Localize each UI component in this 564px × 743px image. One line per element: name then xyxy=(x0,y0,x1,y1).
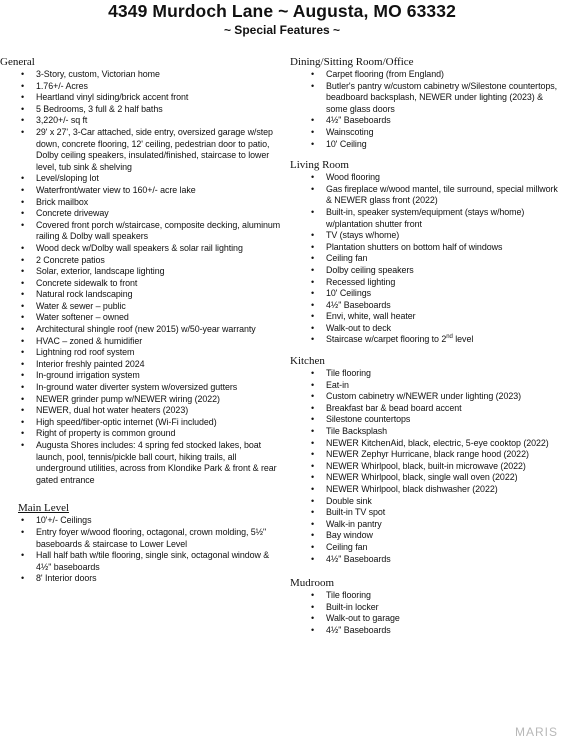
section-heading-kitchen: Kitchen xyxy=(290,355,325,368)
feature-list-mudroom xyxy=(290,590,562,636)
page-subtitle: ~ Special Features ~ xyxy=(223,23,341,37)
list-item: • Waterfront/water view to 160+/- acre lake xyxy=(0,185,282,197)
list-item: • NEWER Whirlpool, black, single wall oven (2022) xyxy=(290,472,562,484)
list-item: • Tile Backsplash xyxy=(290,426,562,438)
list-item: • Solar, exterior, landscape lighting xyxy=(0,266,282,278)
list-item: • Concrete sidewalk to front xyxy=(0,278,282,290)
list-item: • Walk-out to garage xyxy=(290,613,562,625)
list-item: • 4½" Baseboards xyxy=(290,625,562,637)
list-item: • Custom cabinetry w/NEWER under lighting (2023) xyxy=(290,391,562,403)
section-heading-mudroom: Mudroom xyxy=(290,577,334,590)
list-item: • Built-in, speaker system/equipment (stays w/home) w/plantation shutter front xyxy=(290,207,562,230)
list-item: • 3,220+/- sq ft xyxy=(0,115,282,127)
list-item: • 10' Ceiling xyxy=(290,139,562,151)
list-item: • Entry foyer w/wood flooring, octagonal, crown molding, 5½" baseboards & staircase to Lower Level xyxy=(0,527,282,550)
list-item: • Level/sloping lot xyxy=(0,173,282,185)
list-item: • NEWER grinder pump w/NEWER wiring (2022) xyxy=(0,394,282,406)
list-item: • Wainscoting xyxy=(290,127,562,139)
list-item: • Ceiling fan xyxy=(290,253,562,265)
section-general xyxy=(0,56,282,486)
list-item: • Architectural shingle roof (new 2015) w/50-year warranty xyxy=(0,324,282,336)
right-column xyxy=(290,56,562,637)
list-item: • Silestone countertops xyxy=(290,414,562,426)
list-item: • 1.76+/- Acres xyxy=(0,81,282,93)
section-mudroom xyxy=(290,577,562,636)
list-item: • NEWER Zephyr Hurricane, black range hood (2022) xyxy=(290,449,562,461)
list-item: • In-ground irrigation system xyxy=(0,370,282,382)
list-item: • Double sink xyxy=(290,496,562,508)
list-item: • Walk-out to deck xyxy=(290,323,562,335)
list-item: • NEWER Whirlpool, black dishwasher (2022) xyxy=(290,484,562,496)
list-item: • Augusta Shores includes: 4 spring fed stocked lakes, boat launch, pool, tennis/pickle ball court, hiking trails, all underground utilities, across from Klondike Park & front & rear gated entrance xyxy=(0,440,282,486)
list-item: • 4½" Baseboards xyxy=(290,554,562,566)
section-heading-dining: Dining/Sitting Room/Office xyxy=(290,56,414,68)
list-item: • Built-in locker xyxy=(290,602,562,614)
left-column xyxy=(0,56,282,585)
list-item: • Built-in TV spot xyxy=(290,507,562,519)
section-living xyxy=(290,159,562,346)
list-item: • Tile flooring xyxy=(290,590,562,602)
feature-list-general xyxy=(0,69,282,486)
list-item: • 4½" Baseboards xyxy=(290,115,562,127)
list-item: • NEWER KitchenAid, black, electric, 5-eye cooktop (2022) xyxy=(290,438,562,450)
maris-watermark: MARIS xyxy=(514,725,558,739)
section-dining xyxy=(290,56,562,150)
list-item: • In-ground water diverter system w/oversized gutters xyxy=(0,382,282,394)
list-item: • Plantation shutters on bottom half of windows xyxy=(290,242,562,254)
feature-list-dining xyxy=(290,69,562,150)
list-item: • Carpet flooring (from England) xyxy=(290,69,562,81)
list-item: • Staircase w/carpet flooring to 2nd level xyxy=(290,334,562,346)
section-kitchen xyxy=(290,355,562,565)
page-title: 4349 Murdoch Lane ~ Augusta, MO 63332 xyxy=(108,1,456,21)
list-item: • Envi, white, wall heater xyxy=(290,311,562,323)
list-item: • 10'+/- Ceilings xyxy=(0,515,282,527)
list-item: • Butler's pantry w/custom cabinetry w/Silestone countertops, beadboard backsplash, NEWER under lighting (2023) & some glass doors xyxy=(290,81,562,116)
list-item: • Water softener – owned xyxy=(0,312,282,324)
section-main-level xyxy=(0,502,282,585)
section-heading-general: General xyxy=(0,56,35,68)
list-item: • Heartland vinyl siding/brick accent front xyxy=(0,92,282,104)
list-item: • Wood flooring xyxy=(290,172,562,184)
list-item: • HVAC – zoned & humidifier xyxy=(0,336,282,348)
list-item: • NEWER Whirlpool, black, built-in microwave (2022) xyxy=(290,461,562,473)
list-item: • Concrete driveway xyxy=(0,208,282,220)
feature-list-kitchen xyxy=(290,368,562,565)
list-item: • TV (stays w/home) xyxy=(290,230,562,242)
list-item: • Recessed lighting xyxy=(290,277,562,289)
list-item: • Right of property is common ground xyxy=(0,428,282,440)
list-item: • Ceiling fan xyxy=(290,542,562,554)
list-item: • Brick mailbox xyxy=(0,197,282,209)
list-item: • 10' Ceilings xyxy=(290,288,562,300)
list-item: • Gas fireplace w/wood mantel, tile surround, special millwork & NEWER glass front (2022) xyxy=(290,184,562,207)
list-item: • 2 Concrete patios xyxy=(0,255,282,267)
list-item: • Walk-in pantry xyxy=(290,519,562,531)
list-item: • Wood deck w/Dolby wall speakers & solar rail lighting xyxy=(0,243,282,255)
list-item: • Natural rock landscaping xyxy=(0,289,282,301)
list-item: • Tile flooring xyxy=(290,368,562,380)
list-item: • Bay window xyxy=(290,530,562,542)
feature-list-living xyxy=(290,172,562,334)
list-item: • Water & sewer – public xyxy=(0,301,282,313)
list-item: • 5 Bedrooms, 3 full & 2 half baths xyxy=(0,104,282,116)
list-item: • NEWER, dual hot water heaters (2023) xyxy=(0,405,282,417)
list-item: • Interior freshly painted 2024 xyxy=(0,359,282,371)
list-item: • Hall half bath w/tile flooring, single sink, octagonal window & 4½" baseboards xyxy=(0,550,282,573)
section-heading-living: Living Room xyxy=(290,159,349,172)
list-item: • 8' Interior doors xyxy=(0,573,282,585)
list-item: • Dolby ceiling speakers xyxy=(290,265,562,277)
list-item: • 29' x 27', 3-Car attached, side entry, oversized garage w/step down, concrete flooring, 12' ceiling, pedestrian door to patio, Dolby ceiling speakers, insulated/finished, staircase to lower level, tub sink & shelving xyxy=(0,127,282,173)
list-item: • 3-Story, custom, Victorian home xyxy=(0,69,282,81)
list-item: • High speed/fiber-optic internet (Wi-Fi included) xyxy=(0,417,282,429)
list-item: • Breakfast bar & bead board accent xyxy=(290,403,562,415)
list-item: • 4½" Baseboards xyxy=(290,300,562,312)
list-item: • Eat-in xyxy=(290,380,562,392)
list-item: • Lightning rod roof system xyxy=(0,347,282,359)
section-heading-main-level: Main Level xyxy=(18,502,70,515)
feature-list-main-level xyxy=(0,515,282,585)
list-item: • Covered front porch w/staircase, composite decking, aluminum railing & Dolby wall speakers xyxy=(0,220,282,243)
